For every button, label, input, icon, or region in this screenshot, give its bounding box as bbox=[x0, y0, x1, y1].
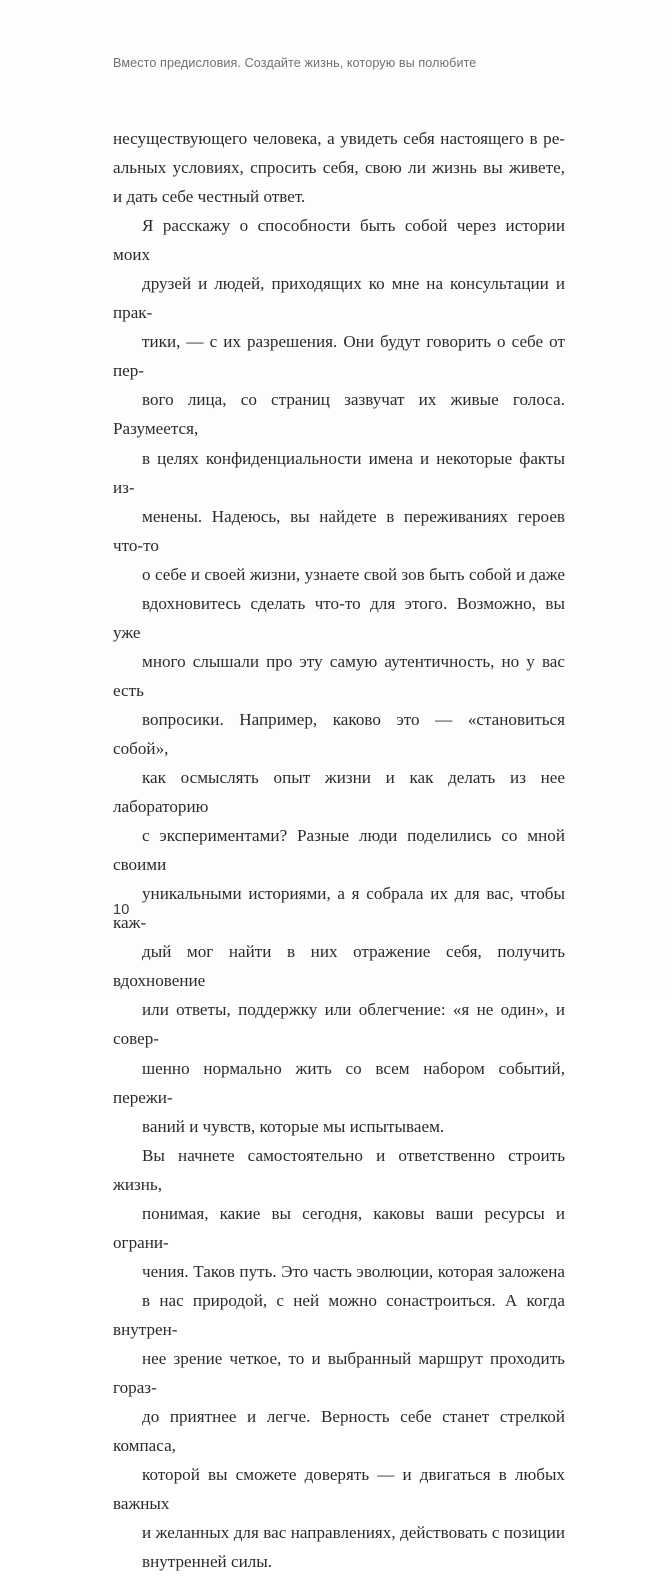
text-line: и желанных для вас направлениях, действовать с позиции bbox=[142, 1523, 565, 1543]
text-line: о себе и своей жизни, узнаете свой зов быть собой и даже bbox=[142, 564, 565, 584]
running-head: Вместо предисловия. Создайте жизнь, которую вы полюбите bbox=[113, 56, 477, 70]
text-line: понимая, какие вы сегодня, каковы ваши ресурсы и ограни- bbox=[113, 1203, 570, 1252]
text-line: Вы начнете самостоятельно и ответственно строить жизнь, bbox=[113, 1145, 570, 1194]
paragraph bbox=[113, 124, 565, 211]
text-line: вдохновитесь сделать что-то для этого. Возможно, вы уже bbox=[113, 593, 570, 642]
text-line: с экспериментами? Разные люди поделились со мной своими bbox=[113, 826, 570, 875]
text-line: альных условиях, спросить себя, свою ли жизнь вы живете, bbox=[113, 158, 565, 178]
text-line: много слышали про эту самую аутентичность, но у вас есть bbox=[113, 651, 570, 700]
text-line: несуществующего человека, а увидеть себя настоящего в ре- bbox=[113, 129, 565, 148]
text-line: шенно нормально жить со всем набором событий, пережи- bbox=[113, 1058, 570, 1107]
text-line: дый мог найти в них отражение себя, получить вдохновение bbox=[113, 942, 570, 991]
body-text bbox=[113, 124, 570, 1576]
text-line: ваний и чувств, которые мы испытываем. bbox=[142, 1116, 445, 1136]
text-line: друзей и людей, приходящих ко мне на консультации и прак- bbox=[113, 274, 570, 323]
text-line: и дать себе честный ответ. bbox=[113, 187, 306, 207]
paragraph bbox=[113, 1141, 570, 1576]
text-line: внутренней силы. bbox=[142, 1552, 273, 1572]
text-line: в целях конфиденциальности имена и некоторые факты из- bbox=[113, 448, 570, 497]
text-line: чения. Таков путь. Это часть эволюции, которая заложена bbox=[142, 1261, 565, 1281]
text-line: как осмыслять опыт жизни и как делать из нее лабораторию bbox=[113, 768, 570, 817]
text-line: вого лица, со страниц зазвучат их живые голоса. Разумеется, bbox=[113, 390, 570, 439]
text-line: Я расскажу о способности быть собой через истории моих bbox=[113, 216, 570, 265]
text-line: которой вы сможете доверять — и двигаться в любых важных bbox=[113, 1465, 570, 1514]
text-line: тики, — с их разрешения. Они будут говорить о себе от пер- bbox=[113, 332, 570, 381]
text-line: менены. Надеюсь, вы найдете в переживаниях героев что-то bbox=[113, 506, 570, 555]
text-line: нее зрение четкое, то и выбранный маршрут проходить гораз- bbox=[113, 1348, 570, 1398]
text-line: или ответы, поддержку или облегчение: «я не один», и совер- bbox=[113, 1000, 570, 1049]
text-line: уникальными историями, а я собрала их для вас, чтобы каж- bbox=[113, 884, 570, 933]
text-line: вопросики. Например, каково это — «становиться собой», bbox=[113, 709, 570, 758]
page-number: 10 bbox=[113, 902, 130, 918]
text-line: в нас природой, с ней можно сонастроиться. А когда внутрен- bbox=[113, 1290, 570, 1339]
text-line: до приятнее и легче. Верность себе станет стрелкой компаса, bbox=[113, 1407, 570, 1456]
paragraph bbox=[113, 211, 570, 1141]
